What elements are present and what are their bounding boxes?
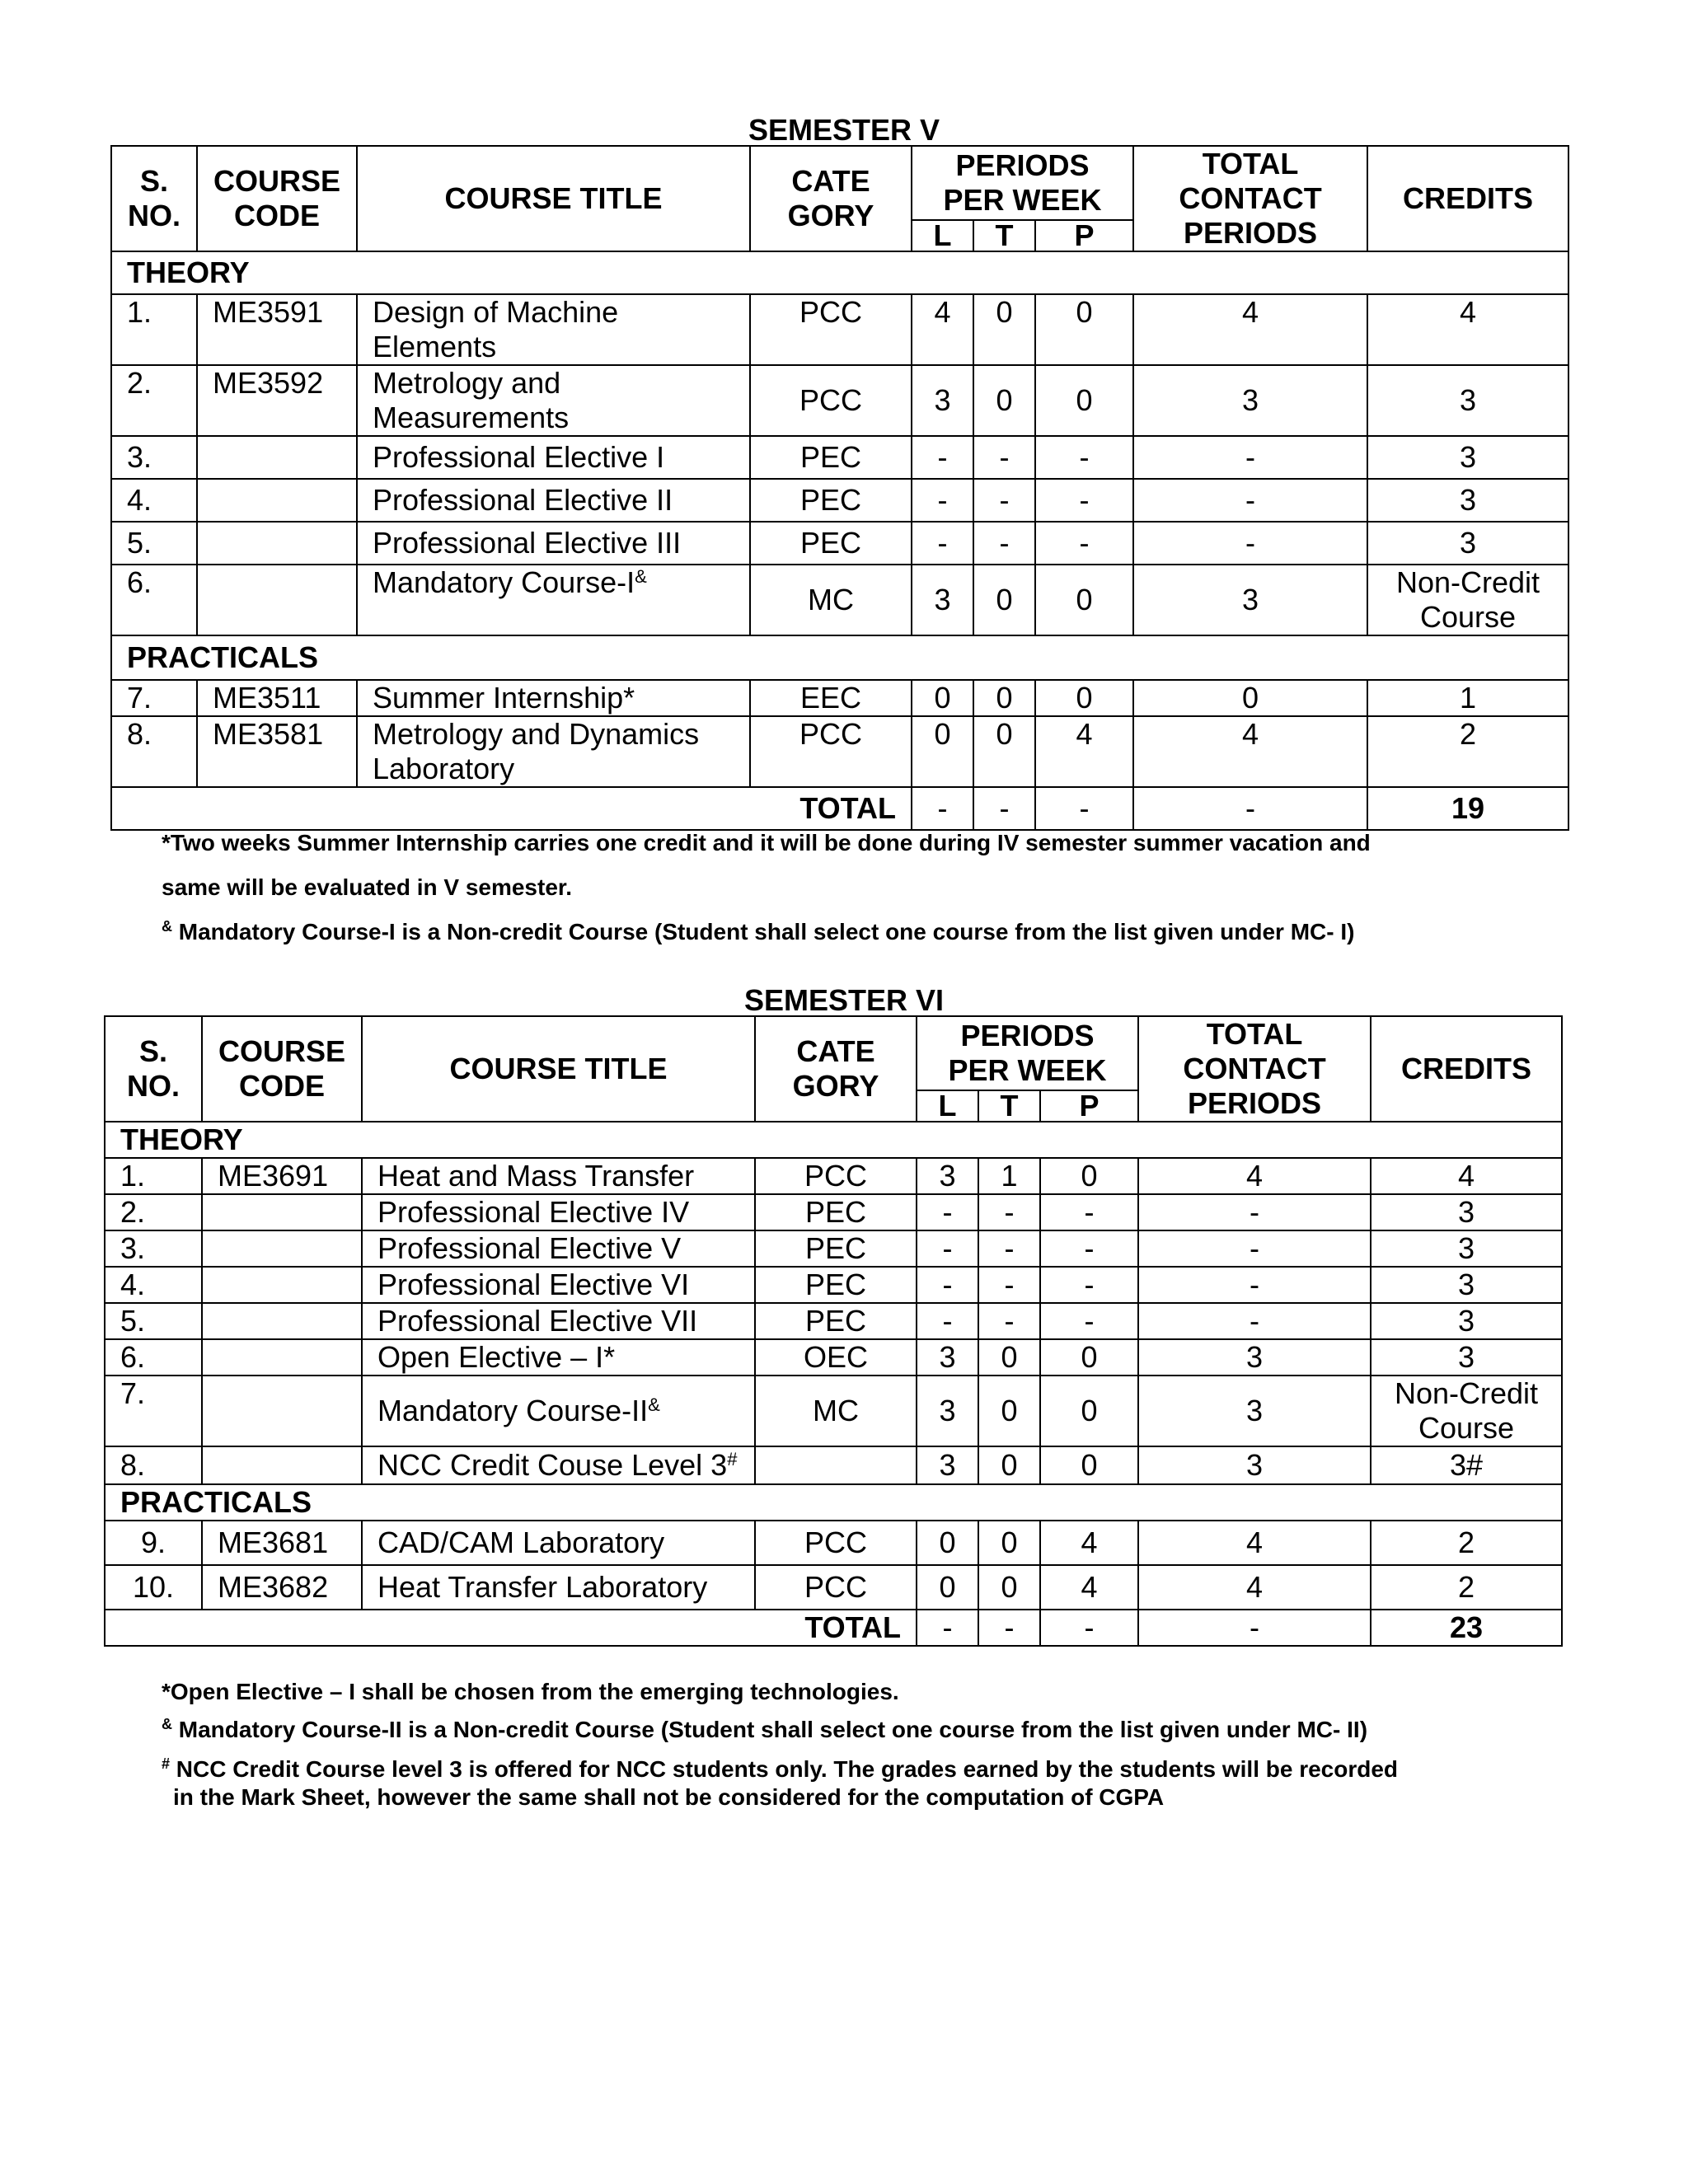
l-cell: 0 [917, 1521, 978, 1565]
t-cell: 0 [978, 1376, 1040, 1446]
contact-periods-cell: - [1138, 1230, 1371, 1267]
course-title-cell: CAD/CAM Laboratory [362, 1521, 755, 1565]
contact-periods-cell: 0 [1133, 680, 1367, 716]
total-row [105, 1610, 1562, 1646]
table-row [111, 680, 1568, 716]
contact-periods-cell: 4 [1133, 716, 1367, 787]
contact-periods-cell: - [1138, 1194, 1371, 1230]
contact-periods-cell: - [1138, 1267, 1371, 1303]
l-cell: 0 [917, 1565, 978, 1610]
sno-cell: 3. [111, 436, 197, 479]
theory-section-label: THEORY [111, 251, 1568, 294]
p-cell: - [1040, 1610, 1138, 1646]
category-cell [755, 1446, 917, 1484]
internship-note: *Two weeks Summer Internship carries one credit and it will be done during IV semester summer vacation and [162, 830, 1371, 855]
total-label: TOTAL [111, 787, 912, 830]
t-cell: - [978, 1194, 1040, 1230]
ncc-note: # NCC Credit Course level 3 is offered for NCC students only. The grades earned by the students will be recorded [162, 1755, 1399, 1782]
course-code-cell: ME3592 [197, 365, 357, 436]
contact-periods-cell: 3 [1138, 1446, 1371, 1484]
course-code-cell [202, 1194, 362, 1230]
credits-cell: 3# [1371, 1446, 1562, 1484]
category-cell: PCC [750, 716, 912, 787]
total-credits-cell: 23 [1371, 1610, 1562, 1646]
l-cell: - [917, 1267, 978, 1303]
table-row [105, 1303, 1562, 1339]
category-cell: PEC [755, 1267, 917, 1303]
semester-v-title: SEMESTER V [748, 113, 940, 147]
category-cell: PEC [750, 522, 912, 565]
sno-cell: 6. [111, 565, 197, 635]
category-header: CATE GORY [755, 1016, 917, 1122]
sno-cell: 10. [105, 1565, 202, 1610]
t-cell: 0 [978, 1565, 1040, 1610]
p-header: P [1040, 1090, 1138, 1122]
p-cell: 0 [1040, 1446, 1138, 1484]
practicals-section-label: PRACTICALS [111, 635, 1568, 680]
p-cell: 0 [1035, 565, 1133, 635]
sno-header: S. NO. [111, 146, 197, 251]
category-cell: MC [750, 565, 912, 635]
t-cell: 0 [973, 565, 1035, 635]
course-code-header: COURSE CODE [197, 146, 357, 251]
contact-periods-cell: 4 [1138, 1565, 1371, 1610]
t-cell: 0 [978, 1521, 1040, 1565]
p-cell: 0 [1035, 680, 1133, 716]
p-cell: - [1040, 1267, 1138, 1303]
t-cell: - [973, 479, 1035, 522]
course-title-cell: Metrology and Measurements [357, 365, 750, 436]
contact-periods-cell: 3 [1138, 1376, 1371, 1446]
table-row [111, 479, 1568, 522]
t-cell: - [978, 1610, 1040, 1646]
category-cell: EEC [750, 680, 912, 716]
sno-cell: 4. [111, 479, 197, 522]
periods-per-week-header: PERIODS PER WEEK [912, 146, 1133, 220]
course-code-cell [197, 436, 357, 479]
p-cell: - [1035, 479, 1133, 522]
table-row [111, 522, 1568, 565]
l-cell: 3 [917, 1158, 978, 1194]
course-title-cell: Professional Elective IV [362, 1194, 755, 1230]
table-row [105, 1376, 1562, 1446]
l-cell: - [912, 479, 973, 522]
table-row [105, 1521, 1562, 1565]
category-cell: PEC [755, 1230, 917, 1267]
credits-cell: Non-Credit Course [1371, 1376, 1562, 1446]
table-row [111, 436, 1568, 479]
course-code-cell: ME3511 [197, 680, 357, 716]
table-header-row [111, 146, 1568, 220]
course-code-cell [202, 1446, 362, 1484]
t-cell: 1 [978, 1158, 1040, 1194]
l-cell: 3 [917, 1339, 978, 1376]
course-code-cell [202, 1376, 362, 1446]
contact-periods-cell: 3 [1133, 565, 1367, 635]
table-row [105, 1267, 1562, 1303]
category-cell: PEC [750, 479, 912, 522]
credits-cell: 3 [1371, 1303, 1562, 1339]
course-title-cell: Professional Elective V [362, 1230, 755, 1267]
l-cell: - [912, 522, 973, 565]
credits-cell: 4 [1371, 1158, 1562, 1194]
table-row [111, 294, 1568, 365]
total-label: TOTAL [105, 1610, 917, 1646]
p-cell: 0 [1040, 1376, 1138, 1446]
credits-cell: 2 [1371, 1521, 1562, 1565]
sno-cell: 5. [111, 522, 197, 565]
contact-periods-cell: 4 [1138, 1521, 1371, 1565]
semester-vi-title: SEMESTER VI [743, 983, 945, 1017]
category-cell: PCC [755, 1565, 917, 1610]
t-cell: 0 [978, 1339, 1040, 1376]
sno-cell: 7. [105, 1376, 202, 1446]
category-cell: PCC [750, 365, 912, 436]
category-cell: PEC [755, 1303, 917, 1339]
credits-header: CREDITS [1371, 1016, 1562, 1122]
course-code-cell [202, 1230, 362, 1267]
total-credits-cell: 19 [1367, 787, 1568, 830]
p-cell: 0 [1035, 365, 1133, 436]
course-title-cell: Professional Elective VI [362, 1267, 755, 1303]
sno-cell: 7. [111, 680, 197, 716]
sno-cell: 6. [105, 1339, 202, 1376]
credits-cell: 3 [1371, 1194, 1562, 1230]
course-title-cell: Professional Elective I [357, 436, 750, 479]
mandatory-course-note: & Mandatory Course-I is a Non-credit Course (Student shall select one course from the list given under MC- I) [162, 918, 1355, 944]
t-header: T [978, 1090, 1040, 1122]
l-cell: - [917, 1230, 978, 1267]
credits-header: CREDITS [1367, 146, 1568, 251]
course-title-cell: Summer Internship* [357, 680, 750, 716]
p-cell: 0 [1040, 1158, 1138, 1194]
p-cell: - [1040, 1194, 1138, 1230]
table-row [105, 1158, 1562, 1194]
category-cell: PCC [750, 294, 912, 365]
course-title-cell: Heat and Mass Transfer [362, 1158, 755, 1194]
l-cell: 3 [912, 365, 973, 436]
contact-periods-cell: - [1133, 436, 1367, 479]
table-row [111, 365, 1568, 436]
l-cell: - [917, 1303, 978, 1339]
category-cell: PEC [750, 436, 912, 479]
category-header: CATE GORY [750, 146, 912, 251]
t-cell: 0 [973, 716, 1035, 787]
sno-cell: 1. [105, 1158, 202, 1194]
l-cell: - [917, 1610, 978, 1646]
course-code-cell [202, 1339, 362, 1376]
contact-periods-cell: - [1133, 787, 1367, 830]
credits-cell: 3 [1367, 522, 1568, 565]
contact-periods-cell: 3 [1138, 1339, 1371, 1376]
l-header: L [912, 220, 973, 251]
sno-cell: 2. [105, 1194, 202, 1230]
table-header-row [105, 1016, 1562, 1090]
course-title-cell: Metrology and Dynamics Laboratory [357, 716, 750, 787]
category-cell: PCC [755, 1521, 917, 1565]
sno-cell: 5. [105, 1303, 202, 1339]
credits-cell: 2 [1367, 716, 1568, 787]
course-title-cell: Design of Machine Elements [357, 294, 750, 365]
course-title-cell: Heat Transfer Laboratory [362, 1565, 755, 1610]
sno-header: S. NO. [105, 1016, 202, 1122]
course-code-cell: ME3691 [202, 1158, 362, 1194]
l-header: L [917, 1090, 978, 1122]
total-contact-periods-header: TOTAL CONTACT PERIODS [1138, 1016, 1371, 1122]
t-cell: 0 [978, 1446, 1040, 1484]
l-cell: 4 [912, 294, 973, 365]
course-code-cell: ME3591 [197, 294, 357, 365]
table-row [105, 1230, 1562, 1267]
practicals-section-label: PRACTICALS [105, 1484, 1562, 1521]
course-title-cell: Open Elective – I* [362, 1339, 755, 1376]
sno-cell: 8. [111, 716, 197, 787]
course-title-cell: Mandatory Course-I& [357, 565, 750, 635]
credits-cell: 3 [1367, 479, 1568, 522]
t-cell: - [973, 522, 1035, 565]
contact-periods-cell: 4 [1133, 294, 1367, 365]
l-cell: 3 [917, 1376, 978, 1446]
t-cell: - [978, 1267, 1040, 1303]
l-cell: 3 [917, 1446, 978, 1484]
l-cell: 0 [912, 680, 973, 716]
course-title-cell: Mandatory Course-II& [362, 1376, 755, 1446]
sno-cell: 4. [105, 1267, 202, 1303]
course-title-cell: Professional Elective II [357, 479, 750, 522]
p-cell: - [1035, 436, 1133, 479]
table-row [105, 1446, 1562, 1484]
l-cell: 0 [912, 716, 973, 787]
p-cell: 4 [1040, 1565, 1138, 1610]
credits-cell: 3 [1371, 1230, 1562, 1267]
l-cell: - [917, 1194, 978, 1230]
semester-v-table [110, 145, 1569, 831]
credits-cell: 1 [1367, 680, 1568, 716]
ncc-note-continued: in the Mark Sheet, however the same shall not be considered for the computation of CGPA [173, 1784, 1165, 1810]
table-row [105, 1339, 1562, 1376]
mandatory-course-note: & Mandatory Course-II is a Non-credit Course (Student shall select one course from the list given under MC- II) [162, 1716, 1368, 1742]
category-cell: MC [755, 1376, 917, 1446]
t-cell: 0 [973, 365, 1035, 436]
category-cell: PCC [755, 1158, 917, 1194]
category-cell: PEC [755, 1194, 917, 1230]
t-header: T [973, 220, 1035, 251]
p-cell: - [1040, 1303, 1138, 1339]
t-cell: 0 [973, 294, 1035, 365]
course-code-cell [202, 1303, 362, 1339]
table-row [105, 1194, 1562, 1230]
credits-cell: 3 [1367, 436, 1568, 479]
t-cell: - [978, 1303, 1040, 1339]
t-cell: - [973, 787, 1035, 830]
credits-cell: Non-Credit Course [1367, 565, 1568, 635]
internship-note-continued: same will be evaluated in V semester. [162, 874, 573, 900]
p-cell: 0 [1035, 294, 1133, 365]
course-title-cell: NCC Credit Couse Level 3# [362, 1446, 755, 1484]
p-cell: - [1040, 1230, 1138, 1267]
course-code-cell [197, 479, 357, 522]
l-cell: - [912, 436, 973, 479]
table-row [105, 1565, 1562, 1610]
contact-periods-cell: - [1133, 522, 1367, 565]
course-title-header: COURSE TITLE [357, 146, 750, 251]
course-title-cell: Professional Elective VII [362, 1303, 755, 1339]
p-header: P [1035, 220, 1133, 251]
total-contact-periods-header: TOTAL CONTACT PERIODS [1133, 146, 1367, 251]
p-cell: - [1035, 787, 1133, 830]
course-title-cell: Professional Elective III [357, 522, 750, 565]
total-row [111, 787, 1568, 830]
contact-periods-cell: - [1138, 1610, 1371, 1646]
t-cell: - [978, 1230, 1040, 1267]
sno-cell: 9. [105, 1521, 202, 1565]
course-code-header: COURSE CODE [202, 1016, 362, 1122]
t-cell: - [973, 436, 1035, 479]
contact-periods-cell: 3 [1133, 365, 1367, 436]
contact-periods-cell: 4 [1138, 1158, 1371, 1194]
open-elective-note: *Open Elective – I shall be chosen from the emerging technologies. [162, 1679, 899, 1704]
l-cell: - [912, 787, 973, 830]
course-code-cell [197, 522, 357, 565]
p-cell: 4 [1040, 1521, 1138, 1565]
periods-per-week-header: PERIODS PER WEEK [917, 1016, 1138, 1090]
course-code-cell: ME3581 [197, 716, 357, 787]
sno-cell: 1. [111, 294, 197, 365]
p-cell: - [1035, 522, 1133, 565]
t-cell: 0 [973, 680, 1035, 716]
credits-cell: 3 [1367, 365, 1568, 436]
theory-section-label: THEORY [105, 1122, 1562, 1158]
credits-cell: 3 [1371, 1267, 1562, 1303]
credits-cell: 2 [1371, 1565, 1562, 1610]
p-cell: 4 [1035, 716, 1133, 787]
course-code-cell [202, 1267, 362, 1303]
table-row [111, 716, 1568, 787]
contact-periods-cell: - [1138, 1303, 1371, 1339]
semester-vi-table [104, 1015, 1563, 1647]
category-cell: OEC [755, 1339, 917, 1376]
course-code-cell: ME3681 [202, 1521, 362, 1565]
credits-cell: 3 [1371, 1339, 1562, 1376]
sno-cell: 8. [105, 1446, 202, 1484]
course-code-cell: ME3682 [202, 1565, 362, 1610]
credits-cell: 4 [1367, 294, 1568, 365]
p-cell: 0 [1040, 1339, 1138, 1376]
sno-cell: 3. [105, 1230, 202, 1267]
course-code-cell [197, 565, 357, 635]
course-title-header: COURSE TITLE [362, 1016, 755, 1122]
l-cell: 3 [912, 565, 973, 635]
table-row [111, 565, 1568, 635]
contact-periods-cell: - [1133, 479, 1367, 522]
sno-cell: 2. [111, 365, 197, 436]
